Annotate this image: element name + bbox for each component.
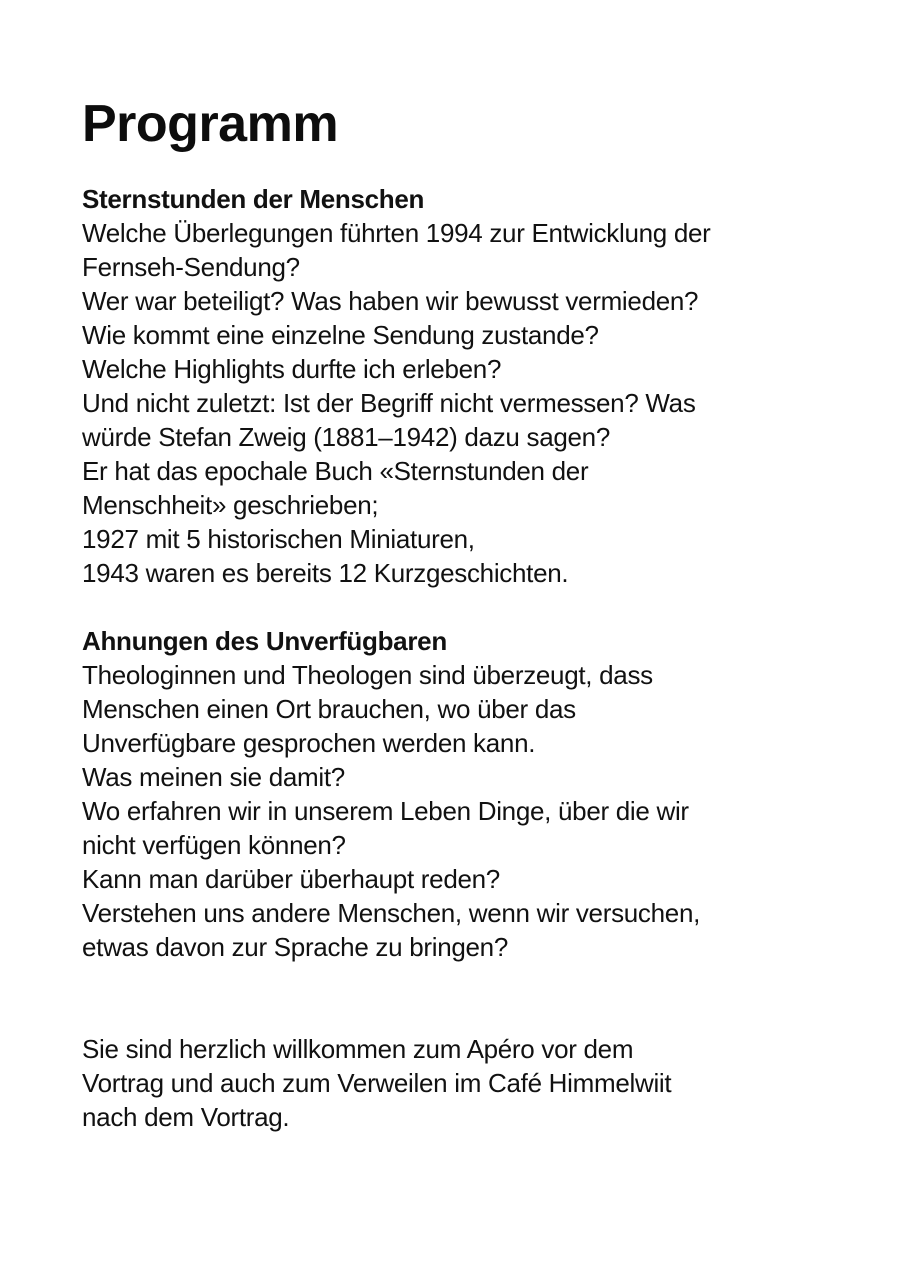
text-line: nach dem Vortrag. xyxy=(82,1102,290,1132)
document-page xyxy=(82,92,842,1134)
text-line: Welche Überlegungen führten 1994 zur Entwicklung der xyxy=(82,218,711,248)
text-line: Menschen einen Ort brauchen, wo über das xyxy=(82,694,576,724)
text-line: Menschheit» geschrieben; xyxy=(82,490,379,520)
page-title: Programm xyxy=(82,95,339,153)
closing-note xyxy=(82,1032,842,1134)
text-line: Unverfügbare gesprochen werden kann. xyxy=(82,728,536,758)
text-line: Verstehen uns andere Menschen, wenn wir versuchen, xyxy=(82,898,701,928)
text-line: Wo erfahren wir in unserem Leben Dinge, über die wir xyxy=(82,796,689,826)
section-sternstunden xyxy=(82,182,842,590)
text-line: etwas davon zur Sprache zu bringen? xyxy=(82,932,508,962)
text-line: Wer war beteiligt? Was haben wir bewusst vermieden? xyxy=(82,286,699,316)
text-line: Vortrag und auch zum Verweilen im Café Himmelwiit xyxy=(82,1068,672,1098)
text-line: Wie kommt eine einzelne Sendung zustande? xyxy=(82,320,599,350)
text-line: Welche Highlights durfte ich erleben? xyxy=(82,354,502,384)
text-line: Sie sind herzlich willkommen zum Apéro vor dem xyxy=(82,1034,634,1064)
text-line: 1943 waren es bereits 12 Kurzgeschichten. xyxy=(82,558,569,588)
text-line: Fernseh-Sendung? xyxy=(82,252,300,282)
text-line: würde Stefan Zweig (1881–1942) dazu sagen? xyxy=(82,422,610,452)
section-heading: Ahnungen des Unverfügbaren xyxy=(82,626,447,656)
text-line: Er hat das epochale Buch «Sternstunden der xyxy=(82,456,589,486)
text-line: Theologinnen und Theologen sind überzeugt, dass xyxy=(82,660,653,690)
text-line: Was meinen sie damit? xyxy=(82,762,345,792)
section-ahnungen xyxy=(82,624,842,964)
text-line: 1927 mit 5 historischen Miniaturen, xyxy=(82,524,475,554)
text-line: Und nicht zuletzt: Ist der Begriff nicht vermessen? Was xyxy=(82,388,696,418)
text-line: nicht verfügen können? xyxy=(82,830,346,860)
section-heading: Sternstunden der Menschen xyxy=(82,184,425,214)
text-line: Kann man darüber überhaupt reden? xyxy=(82,864,500,894)
